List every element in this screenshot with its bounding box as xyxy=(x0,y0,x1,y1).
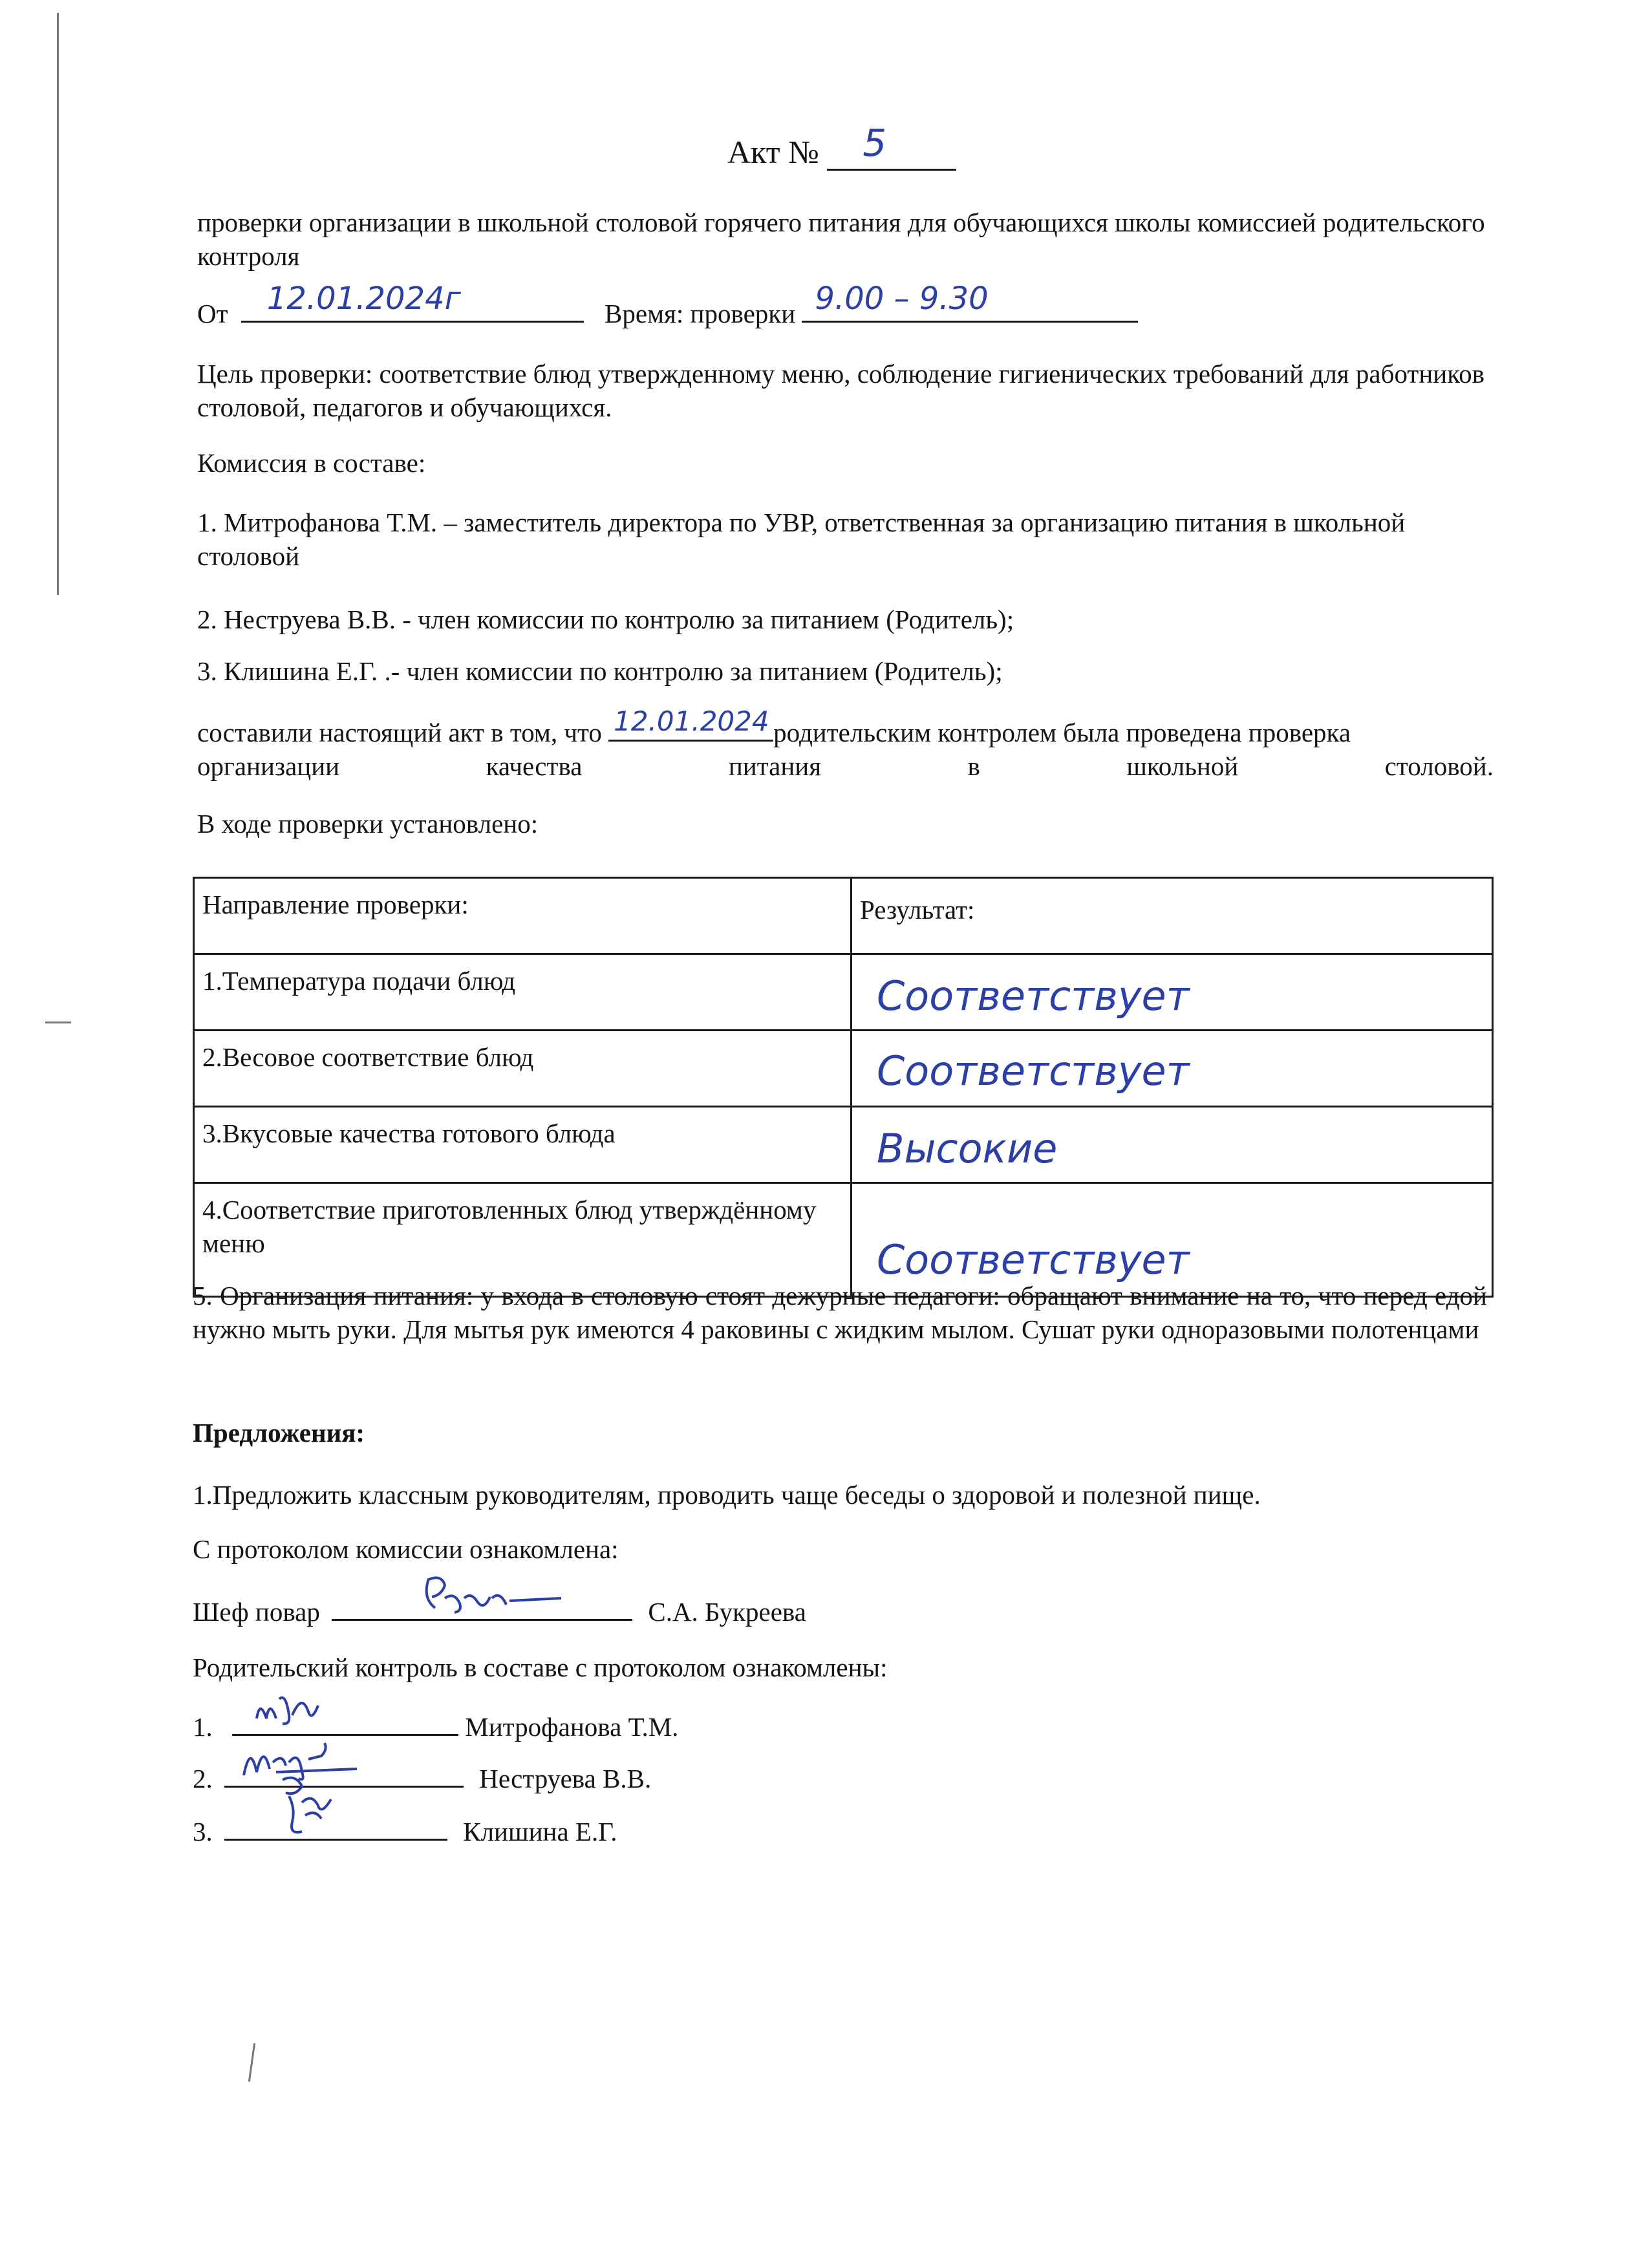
organization-text: 5. Организация питания: у входа в столовую стоят дежурные педагоги: обращают внимание на то, что перед едой нужно мыть руки. Для мытья рук имеются 4 раковины с жидким мылом. Сушат руки одноразовыми полотенцами xyxy=(193,1281,1487,1344)
act-statement xyxy=(197,705,1494,783)
signatory-name: Неструева В.В. xyxy=(479,1764,652,1793)
signatory-name: Митрофанова Т.М. xyxy=(465,1712,679,1742)
signatory-signature-field xyxy=(232,1706,458,1736)
chef-signature-line xyxy=(193,1590,806,1627)
signatory-row xyxy=(193,1810,617,1847)
table-header-row xyxy=(194,878,1493,954)
act-title-label: Акт № xyxy=(727,134,819,170)
act-statement-part1: составили настоящий акт в том, что xyxy=(197,718,602,747)
act-title xyxy=(727,121,956,171)
signatory-signature xyxy=(270,1770,347,1841)
chef-role: Шеф повар xyxy=(193,1597,320,1627)
act-date-field xyxy=(608,705,773,742)
proposals-heading: Предложения: xyxy=(193,1418,365,1448)
from-label: От xyxy=(197,299,228,328)
table-row xyxy=(194,1107,1493,1183)
table-cell-result xyxy=(852,1107,1493,1183)
proposal-item-1: 1.Предложить классным руководителям, проводить чаще беседы о здоровой и полезной пище. xyxy=(193,1480,1261,1510)
act-number-handwritten: 5 xyxy=(862,121,887,165)
table-cell-result xyxy=(852,1031,1493,1107)
signatory-num: 2. xyxy=(193,1764,213,1793)
established-label: В ходе проверки установлено: xyxy=(197,809,539,839)
signatory-num: 1. xyxy=(193,1712,213,1742)
result-handwritten: Соответствует xyxy=(877,972,1190,1020)
table-cell-result xyxy=(852,954,1493,1031)
commission-member-1: 1. Митрофанова Т.М. – заместитель директора по УВР, ответственная за организацию питания в школьной столовой xyxy=(197,508,1406,571)
chef-name: С.А. Букреева xyxy=(648,1597,806,1627)
signatory-row xyxy=(193,1757,651,1794)
acknowledged-label: С протоколом комиссии ознакомлена: xyxy=(193,1534,619,1564)
table-cell-direction: 2.Весовое соответствие блюд xyxy=(194,1031,852,1107)
purpose-text: Цель проверки: соответствие блюд утвержденному меню, соблюдение гигиенических требований для работников столовой, педагогов и обучающихся. xyxy=(197,359,1484,422)
table-cell-direction: 3.Вкусовые качества готового блюда xyxy=(194,1107,852,1183)
act-date-handwritten: 12.01.2024 xyxy=(614,705,769,737)
table-cell-direction: 1.Температура подачи блюд xyxy=(194,954,852,1031)
signatory-num: 3. xyxy=(193,1817,213,1846)
act-number-line xyxy=(827,121,956,171)
table-cell-direction: 4.Соответствие приготовленных блюд утверждённому меню xyxy=(194,1183,852,1297)
chef-signature-field xyxy=(332,1590,632,1621)
commission-member-3: 3. Клишина Е.Г. .- член комиссии по контролю за питанием (Родитель); xyxy=(197,656,1003,686)
result-handwritten: Высокие xyxy=(877,1125,1058,1172)
results-table xyxy=(193,877,1494,1298)
scan-edge-mark xyxy=(248,2043,255,2082)
scan-edge-mark xyxy=(45,1022,71,1023)
commission-label: Комиссия в составе: xyxy=(197,448,426,478)
date-time-line xyxy=(197,281,1296,335)
act-subtitle: проверки организации в школьной столовой горячего питания для обучающихся школы комиссией родительского контроля xyxy=(197,208,1485,271)
time-field xyxy=(802,281,1138,323)
date-handwritten: 12.01.2024г xyxy=(266,281,461,317)
table-header-direction: Направление проверки: xyxy=(194,878,852,954)
result-handwritten: Соответствует xyxy=(877,1236,1190,1283)
date-field xyxy=(241,281,584,323)
time-handwritten: 9.00 – 9.30 xyxy=(815,281,989,317)
table-row xyxy=(194,954,1493,1031)
act-statement-line-1 xyxy=(197,705,1494,783)
table-header-result: Результат: xyxy=(852,878,1493,954)
table-row xyxy=(194,1031,1493,1107)
act-statement-part2: родительским контролем была проведена проверка организации качества питания в школьной столовой. xyxy=(197,718,1494,781)
commission-member-2: 2. Неструева В.В. - член комиссии по контролю за питанием (Родитель); xyxy=(197,604,1014,634)
signatory-signature-field xyxy=(224,1810,447,1841)
result-handwritten: Соответствует xyxy=(877,1047,1190,1095)
time-label: Время: проверки xyxy=(605,299,796,328)
chef-signature xyxy=(416,1572,564,1624)
parent-control-label: Родительский контроль в составе с протоколом ознакомлены: xyxy=(193,1653,888,1682)
signatory-signature xyxy=(250,1686,341,1738)
scan-edge-line xyxy=(57,13,59,595)
signatory-name: Клишина Е.Г. xyxy=(463,1817,617,1846)
